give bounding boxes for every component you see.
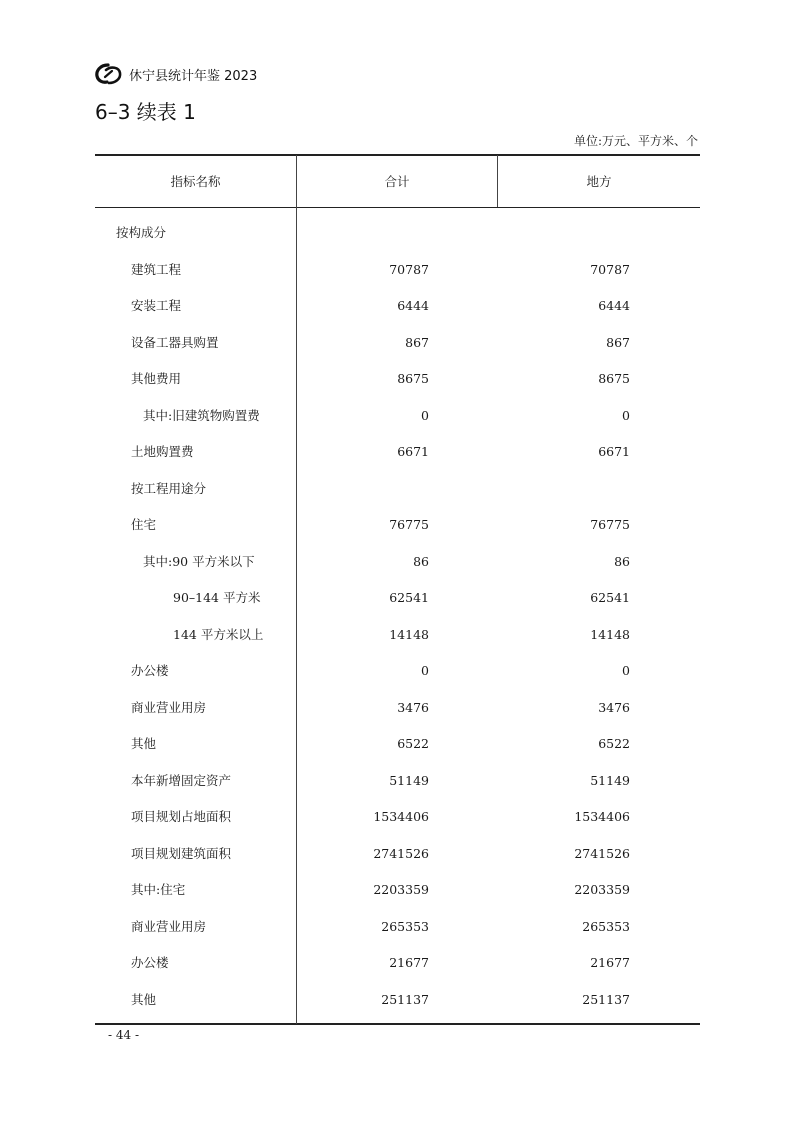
row-label: 其他费用 xyxy=(131,371,182,386)
row-label: 144 平方米以上 xyxy=(173,626,264,642)
table-row xyxy=(95,215,700,252)
page-number: - 44 - xyxy=(108,1028,140,1042)
total-value: 6522 xyxy=(397,736,429,751)
book-title: 休宁县统计年鉴 2023 xyxy=(129,68,258,84)
total-value: 265353 xyxy=(381,918,429,934)
total-value: 62541 xyxy=(389,590,429,605)
local-value: 21677 xyxy=(590,955,630,970)
table-title: 6–3 续表 1 xyxy=(95,100,196,124)
table-row xyxy=(95,653,700,690)
local-value: 0 xyxy=(622,663,630,678)
table-row xyxy=(95,252,700,289)
table-row xyxy=(95,909,700,946)
page-header xyxy=(95,62,257,86)
row-label: 其中:90 平方米以下 xyxy=(143,553,255,569)
local-value: 2741526 xyxy=(574,845,630,861)
table-bottom-rule xyxy=(95,1023,700,1025)
total-value: 1534406 xyxy=(373,809,429,824)
total-value: 70787 xyxy=(389,261,429,277)
row-label: 建筑工程 xyxy=(131,261,182,277)
table-body xyxy=(95,215,700,1018)
table-row xyxy=(95,361,700,398)
column-header-total: 合计 xyxy=(384,174,410,189)
total-value: 251137 xyxy=(381,991,429,1007)
local-value: 62541 xyxy=(590,590,630,605)
table-row xyxy=(95,799,700,836)
total-value: 6671 xyxy=(397,444,429,459)
row-label: 土地购置费 xyxy=(131,444,194,459)
table-row xyxy=(95,288,700,325)
table-row xyxy=(95,982,700,1019)
local-value: 265353 xyxy=(582,918,630,934)
row-label: 安装工程 xyxy=(131,298,182,313)
row-label: 其他 xyxy=(131,991,157,1007)
total-value: 6444 xyxy=(397,298,429,313)
total-value: 0 xyxy=(421,663,429,678)
table-row xyxy=(95,945,700,982)
table-row xyxy=(95,690,700,727)
row-label: 项目规划建筑面积 xyxy=(131,845,232,861)
local-value: 86 xyxy=(614,553,630,569)
table-row xyxy=(95,763,700,800)
total-value: 51149 xyxy=(389,772,429,788)
table-row xyxy=(95,471,700,508)
local-value: 8675 xyxy=(598,371,630,386)
local-value: 6522 xyxy=(598,736,630,751)
header-bottom-rule xyxy=(95,207,700,208)
local-value: 14148 xyxy=(590,626,630,642)
row-label: 其中:旧建筑物购置费 xyxy=(143,407,260,423)
row-label: 商业营业用房 xyxy=(131,918,207,934)
table-row xyxy=(95,836,700,873)
column-header-local: 地方 xyxy=(586,174,612,189)
row-label: 按构成分 xyxy=(116,225,167,240)
total-value: 0 xyxy=(421,407,429,423)
unit-note: 单位:万元、平方米、个 xyxy=(573,134,698,148)
local-value: 6671 xyxy=(598,444,630,459)
total-value: 867 xyxy=(405,334,429,350)
total-value: 14148 xyxy=(389,626,429,642)
row-label: 办公楼 xyxy=(131,663,169,678)
row-label: 商业营业用房 xyxy=(131,699,207,715)
local-value: 1534406 xyxy=(574,809,630,824)
total-value: 76775 xyxy=(389,517,429,532)
table-row xyxy=(95,726,700,763)
row-label: 设备工器具购置 xyxy=(131,334,219,350)
row-label: 住宅 xyxy=(131,517,157,532)
local-value: 51149 xyxy=(590,772,630,788)
row-label: 其他 xyxy=(131,736,157,751)
row-label: 项目规划占地面积 xyxy=(131,809,232,824)
local-value: 3476 xyxy=(598,699,630,715)
total-value: 21677 xyxy=(389,955,429,970)
total-value: 86 xyxy=(413,553,429,569)
row-label: 90–144 平方米 xyxy=(173,590,261,605)
local-value: 2203359 xyxy=(574,882,630,897)
row-label: 按工程用途分 xyxy=(131,480,207,496)
table-row xyxy=(95,872,700,909)
table-row xyxy=(95,507,700,544)
local-value: 70787 xyxy=(590,261,630,277)
total-value: 2203359 xyxy=(373,882,429,897)
local-value: 0 xyxy=(622,407,630,423)
table-row xyxy=(95,580,700,617)
row-label: 本年新增固定资产 xyxy=(131,772,232,788)
yearbook-logo-icon xyxy=(95,62,123,86)
local-value: 867 xyxy=(606,334,630,350)
local-value: 251137 xyxy=(582,991,630,1007)
table-row xyxy=(95,544,700,581)
table-row xyxy=(95,434,700,471)
total-value: 2741526 xyxy=(373,845,429,861)
total-value: 3476 xyxy=(397,699,429,715)
table-row xyxy=(95,325,700,362)
table-row xyxy=(95,617,700,654)
total-value: 8675 xyxy=(397,371,429,386)
row-label: 办公楼 xyxy=(131,955,169,970)
row-label: 其中:住宅 xyxy=(131,882,186,897)
local-value: 76775 xyxy=(590,517,630,532)
column-header-indicator: 指标名称 xyxy=(170,174,221,189)
local-value: 6444 xyxy=(598,298,630,313)
table-row xyxy=(95,398,700,435)
